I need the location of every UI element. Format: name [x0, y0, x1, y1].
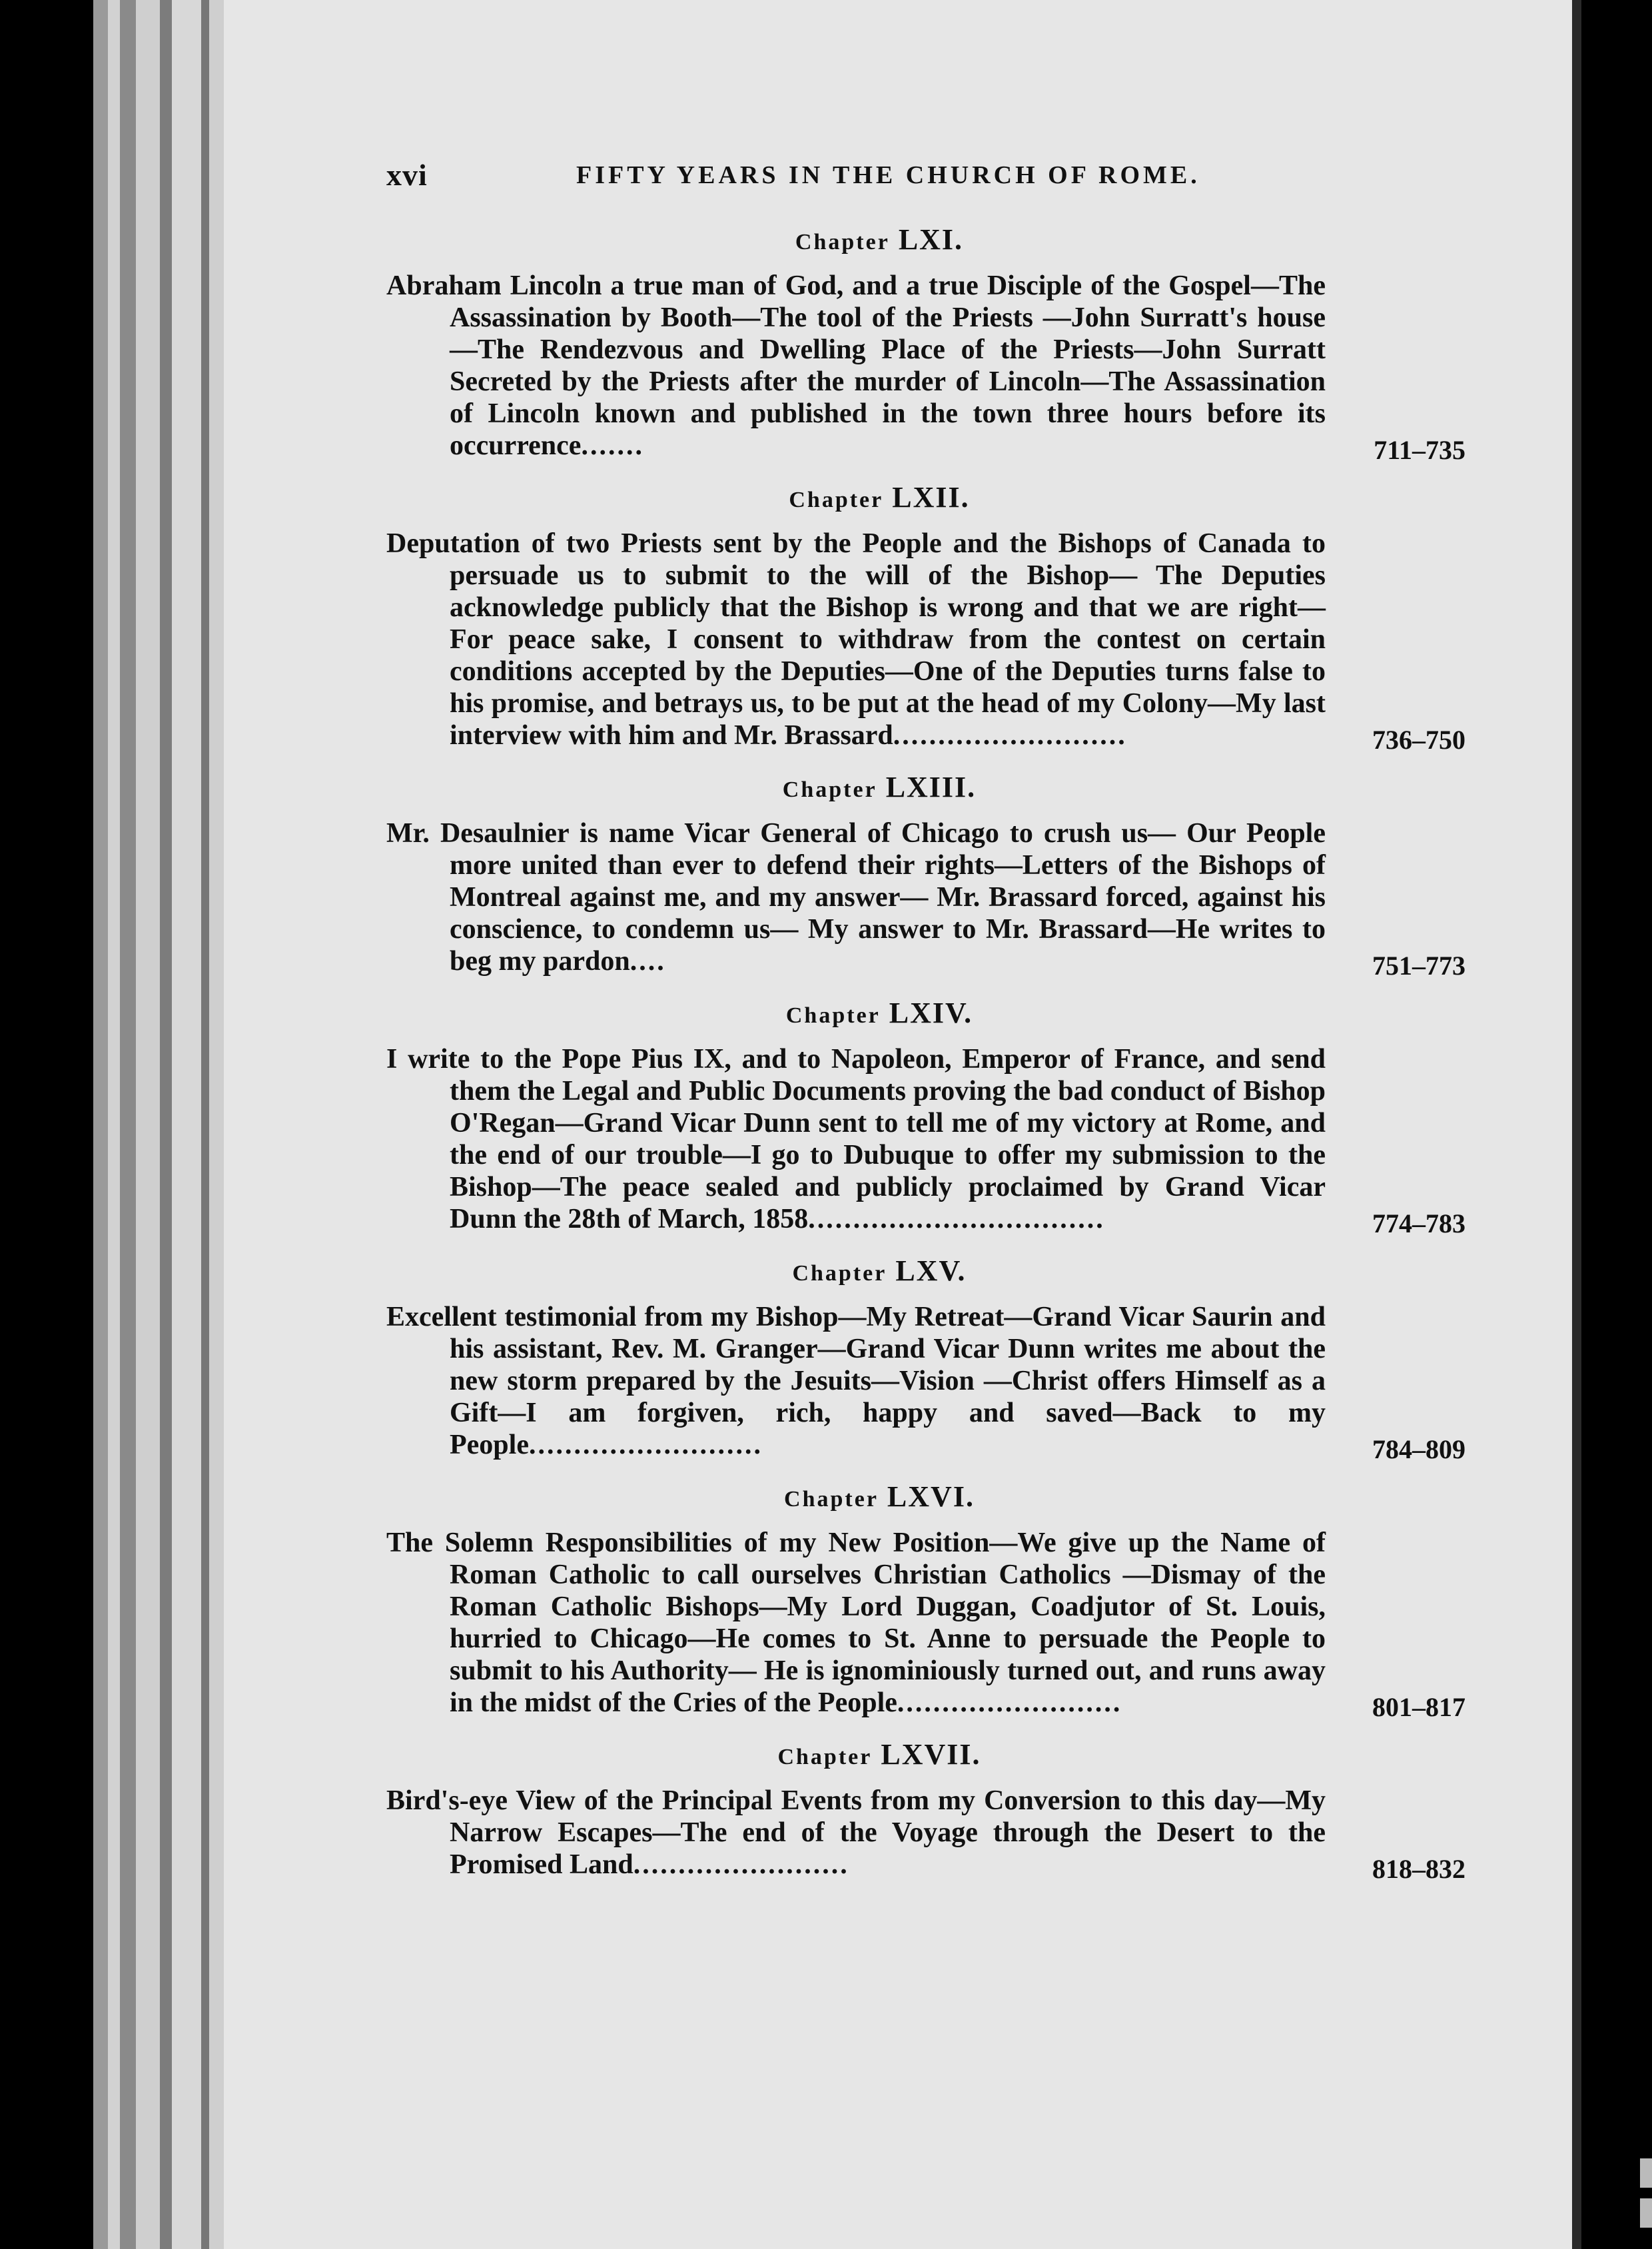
page-range: 751–773	[1372, 951, 1465, 981]
chapter-heading: Chapter LXIII.	[782, 771, 977, 803]
running-title: FIFTY YEARS IN THE CHURCH OF ROME.	[576, 161, 1200, 189]
dot-leader: ..........................	[528, 1430, 763, 1460]
chapter-heading: Chapter LXIV.	[785, 997, 973, 1029]
page-edge-shadow	[120, 0, 136, 2249]
dot-leader: ..........................	[893, 720, 1127, 751]
chapter-summary: I write to the Pope Pius IX, and to Napoleon, Emperor of France, and send them the Legal and Public Documents proving the bad conduct of Bishop O'Regan—Grand Vicar Dunn sent to tell me of my victory at Rome, and the end of our trouble—I go to Dubuque to offer my submission to the Bishop—The peace sealed and publicly proclaimed by Grand Vicar Dunn the 28th of March, 1858.................................	[386, 1044, 1326, 1234]
chapter-entry	[386, 270, 1465, 465]
scan-border	[1581, 0, 1652, 2249]
chapter-entry	[386, 817, 1465, 981]
chapter-heading: Chapter LXVI.	[784, 1480, 975, 1513]
page-edge-shadow	[160, 0, 172, 2249]
page-edge-shadow	[209, 0, 224, 2249]
dot-leader: ....	[629, 946, 666, 977]
page-edge-shadow	[136, 0, 160, 2249]
page-edge-shadow	[108, 0, 120, 2249]
facing-page-fragment	[1640, 2198, 1652, 2228]
chapter-heading: Chapter LXV.	[792, 1254, 967, 1287]
chapter-summary: Excellent testimonial from my Bishop—My Retreat—Grand Vicar Saurin and his assistant, Rev. M. Granger—Grand Vicar Dunn writes me about the new storm prepared by the Jesuits—Vision —Christ offers Himself as a Gift—I am forgiven, rich, happy and saved—Back to my People..........................	[386, 1302, 1326, 1460]
dot-leader: .......	[581, 430, 644, 461]
page-number: xvi	[386, 158, 428, 192]
chapter-summary: Mr. Desaulnier is name Vicar General of Chicago to crush us— Our People more united than ever to defend their rights—Letters of the Bishops of Montreal against me, and my answer— Mr. Brassard forced, against his conscience, to condemn us— My answer to Mr. Brassard—He writes to beg my pardon....	[386, 818, 1326, 977]
facing-page-fragment	[1640, 2158, 1652, 2188]
table-of-contents	[386, 157, 1465, 1884]
chapter-entry	[386, 1527, 1465, 1722]
chapter-summary: The Solemn Responsibilities of my New Position—We give up the Name of Roman Catholic to call ourselves Christian Catholics —Dismay of the Roman Catholic Bishops—My Lord Duggan, Coadjutor of St. Louis, hurried to Chicago—He comes to St. Anne to persuade the People to submit to his Authority— He is ignominiously turned out, and runs away in the midst of the Cries of the People.........................	[386, 1528, 1326, 1718]
chapter-entry	[386, 1043, 1465, 1238]
page-edge-shadow	[201, 0, 209, 2249]
chapter-entry	[386, 1785, 1465, 1884]
page-range: 774–783	[1372, 1208, 1465, 1238]
page-edge-shadow	[93, 0, 108, 2249]
chapter-summary: Abraham Lincoln a true man of God, and a true Disciple of the Gospel—The Assassination by Booth—The tool of the Priests —John Surratt's house—The Rendezvous and Dwelling Place of the Priests—John Surratt Secreted by the Priests after the murder of Lincoln—The Assassination of Lincoln known and published in the town three hours before its occurrence.......	[386, 270, 1326, 461]
page-edge-shadow	[172, 0, 201, 2249]
dot-leader: .................................	[808, 1204, 1105, 1234]
chapter-heading: Chapter LXI.	[795, 223, 964, 256]
page-range: 818–832	[1372, 1854, 1465, 1884]
page-range: 711–735	[1374, 435, 1465, 465]
chapter-heading: Chapter LXVII.	[777, 1738, 981, 1771]
chapter-entry	[386, 1301, 1465, 1464]
page-range: 736–750	[1372, 725, 1465, 755]
chapter-entry	[386, 528, 1465, 755]
dot-leader: ........................	[633, 1849, 849, 1880]
chapter-summary: Deputation of two Priests sent by the People and the Bishops of Canada to persuade us to submit to the will of the Bishop— The Deputies acknowledge publicly that the Bishop is wrong and that we are right—For peace sake, I consent to withdraw from the contest on certain conditions accepted by the Deputies—One of the Deputies turns false to his promise, and betrays us, to be put at the head of my Colony—My last interview with him and Mr. Brassard..........................	[386, 528, 1326, 751]
running-header	[386, 157, 1332, 204]
facing-page-edge	[1572, 0, 1581, 2249]
page-range: 801–817	[1372, 1692, 1465, 1722]
page-range: 784–809	[1372, 1434, 1465, 1464]
chapter-heading: Chapter LXII.	[789, 481, 970, 514]
dot-leader: .........................	[897, 1687, 1122, 1718]
chapter-summary: Bird's-eye View of the Principal Events from my Conversion to this day—My Narrow Escapes—The end of the Voyage through the Desert to the Promised Land........................	[386, 1785, 1326, 1880]
